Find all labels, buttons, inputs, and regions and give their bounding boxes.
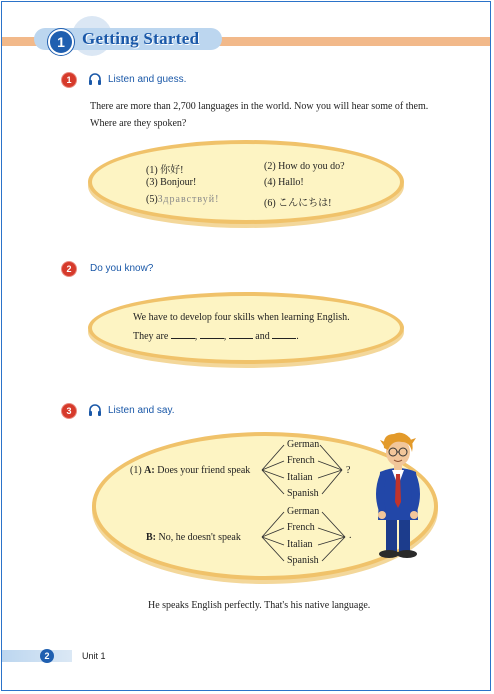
dialogue-b-period: . [349,530,352,541]
greeting-item-2: (2) How do you do? [264,161,345,172]
speaker-a-label: A: [144,465,155,476]
page-number-badge: 2 [40,649,54,663]
footer-band [2,650,72,662]
lang-a-german: German [287,439,320,450]
task-badge-2: 2 [62,262,76,276]
skills-comma-2: , [223,331,227,342]
lang-a-spanish: Spanish [287,488,319,499]
greeting-item-3: (3) Bonjour! [146,177,197,188]
skills-and: and [255,331,270,342]
page-title: Getting Started [82,29,200,48]
greeting-item-1: (1) 你好! [146,165,184,176]
dialogue-line-b [146,532,241,543]
skills-line-1: We have to develop four skills when learning English. [133,312,350,323]
lang-a-italian: Italian [287,472,313,483]
lang-b-spanish: Spanish [287,555,319,566]
dialogue-line-a [130,465,250,476]
closing-statement: He speaks English perfectly. That's his native language. [148,600,371,611]
task-title-listen-say: Listen and say. [108,405,175,416]
unit-number-badge: 1 [48,29,74,55]
skills-line-2-start: They are [133,331,169,342]
lang-b-italian: Italian [287,539,313,550]
lang-b-french: French [287,522,315,533]
task-badge-3: 3 [62,404,76,418]
greeting-item-5-text: Здравствуй! [157,194,220,205]
skills-comma-1: , [194,331,198,342]
greeting-item-4: (4) Hallo! [264,177,304,188]
greeting-item-5-number: (5) [146,194,158,205]
dialogue-number: (1) [130,465,142,476]
task1-instructions: There are more than 2,700 languages in the world. Now you will hear some of them. Where are they spoken? [90,101,429,129]
greeting-item-6: (6) こんにちは! [264,198,332,209]
dialogue-b-text: No, he doesn't speak [158,532,241,543]
skills-period: . [296,331,299,342]
dialogue-a-question-mark: ? [346,465,351,476]
task-badge-1: 1 [62,73,76,87]
lang-a-french: French [287,455,315,466]
teacher-illustration [366,430,432,562]
task-title-listen-guess: Listen and guess. [108,74,187,85]
unit-label: Unit 1 [82,651,106,661]
task-title-do-you-know: Do you know? [90,263,154,274]
lang-b-german: German [287,506,320,517]
speaker-b-label: B: [146,532,156,543]
dialogue-a-text: Does your friend speak [157,465,251,476]
